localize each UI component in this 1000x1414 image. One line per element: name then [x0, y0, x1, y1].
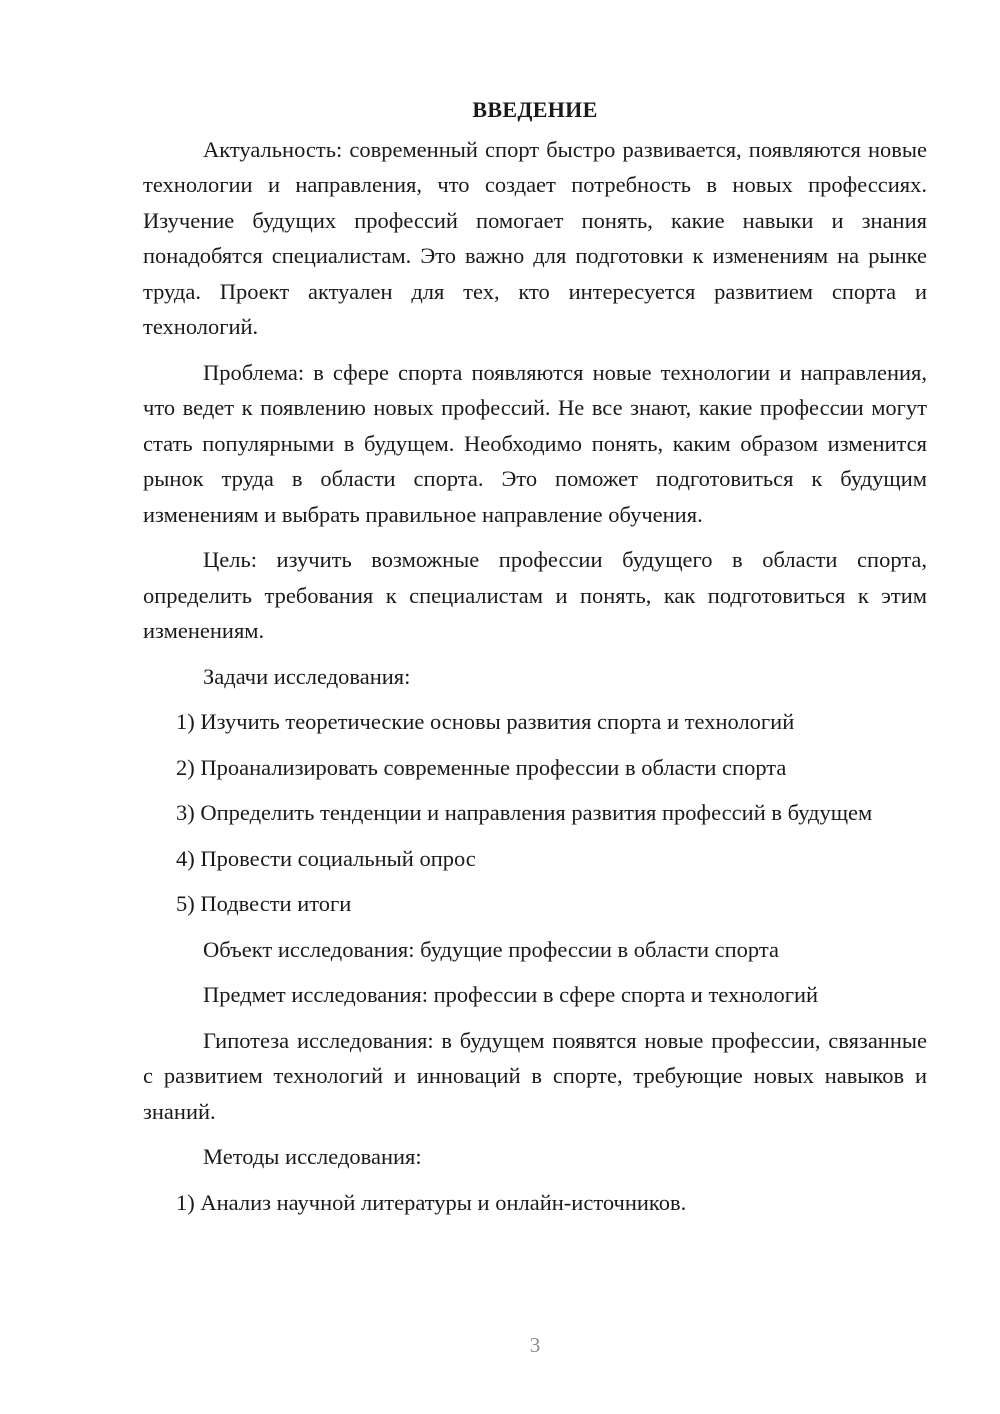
- task-item-3: 3) Определить тенденции и направления развития профессий в будущем: [176, 800, 873, 825]
- tasks-title: Задачи исследования:: [203, 663, 411, 689]
- methods-title: Методы исследования:: [203, 1144, 422, 1169]
- task-item-1: 1) Изучить теоретические основы развития спорта и технологий: [176, 709, 795, 734]
- task-item-5: 5) Подвести итоги: [176, 891, 352, 916]
- problem-paragraph: Проблема: в сфере спорта появляются новые технологии и направления, что ведет к появлению новых профессий. Не все знают, какие профессии могут стать популярными в будущем. Необходимо понять, каким образом изменится рынок труда в области спорта. Это поможет подготовиться к будущим изменениям и выбрать правильное направление обучения.: [143, 359, 927, 527]
- method-item-1: 1) Анализ научной литературы и онлайн-источников.: [176, 1189, 687, 1215]
- goal-paragraph: Цель: изучить возможные профессии будущего в области спорта, определить требования к специалистам и понять, как подготовиться к этим изменениям.: [143, 547, 927, 643]
- hypothesis-paragraph: Гипотеза исследования: в будущем появятся новые профессии, связанные с развитием технологий и инноваций в спорте, требующие новых навыков и знаний.: [143, 1027, 927, 1124]
- page-title: ВВЕДЕНИЕ: [472, 97, 598, 122]
- task-item-4: 4) Провести социальный опрос: [176, 845, 476, 871]
- relevance-paragraph: Актуальность: современный спорт быстро развивается, появляются новые технологии и направления, что создает потребность в новых профессиях. Изучение будущих профессий помогает понять, какие навыки и знания понадобятся специалистам. Это важно для подготовки к изменениям на рынке труда. Проект актуален для тех, кто интересуется развитием спорта и технологий.: [143, 136, 927, 339]
- page-number: 3: [529, 1333, 541, 1357]
- research-object: Объект исследования: будущие профессии в области спорта: [203, 936, 779, 962]
- document-body: [143, 92, 927, 1230]
- research-subject: Предмет исследования: профессии в сфере спорта и технологий: [203, 982, 819, 1007]
- task-item-2: 2) Проанализировать современные профессии в области спорта: [176, 754, 787, 780]
